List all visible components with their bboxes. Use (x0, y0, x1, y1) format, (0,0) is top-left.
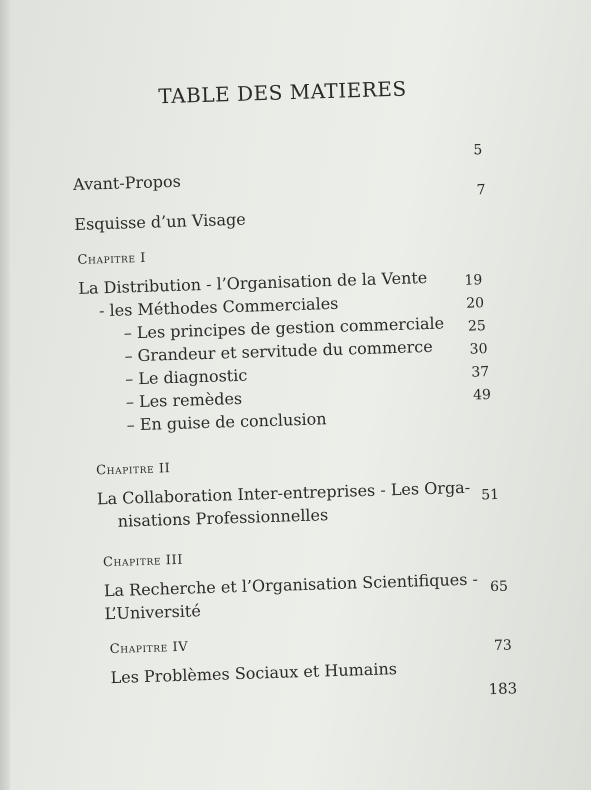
page-number: 25 (467, 318, 487, 335)
chapter-heading: Chapitre I (77, 250, 147, 268)
toc-entry-esquisse: Esquisse d’un Visage (74, 209, 246, 234)
toc-entry: – Les principes de gestion commerciale (123, 313, 445, 343)
page-number: 49 (472, 387, 492, 404)
page-number: 20 (465, 295, 485, 312)
toc-entry-avant-propos: Avant-Propos (72, 171, 182, 195)
page-number: 30 (469, 341, 488, 358)
toc-entry: La Recherche et l’Organisation Scientifiques - (103, 569, 479, 601)
toc-entry: – Grandeur et servitude du commerce (124, 336, 433, 366)
end-page-number: 183 (488, 679, 518, 699)
chapter-heading: Chapitre IV (109, 639, 189, 658)
toc-entry: - les Méthodes Commerciales (98, 293, 339, 321)
page-number: 37 (471, 364, 490, 381)
toc-entry: nisations Professionnelles (117, 505, 329, 531)
page-number: 7 (476, 182, 486, 199)
toc-entry: Les Problèmes Sociaux et Humains (110, 659, 398, 688)
page-number: 19 (464, 272, 483, 289)
toc-entry: La Collaboration Inter-entreprises - Les Orga- (96, 477, 471, 509)
toc-entry: – Les remèdes (125, 388, 243, 412)
page-number: 5 (473, 142, 483, 159)
page-number: 73 (493, 637, 513, 655)
chapter-heading: Chapitre III (102, 552, 184, 571)
toc-entry: – En guise de conclusion (126, 409, 327, 435)
toc-entry: L’Université (104, 601, 202, 624)
chapter-heading: Chapitre II (95, 461, 171, 479)
page-number: 51 (481, 486, 500, 504)
toc-entry: La Distribution - l’Organisation de la Vente (78, 267, 428, 298)
toc-entry: – Le diagnostic (124, 365, 248, 389)
page-number: 65 (489, 578, 509, 596)
toc-title: TABLE DES MATIERES (158, 76, 408, 109)
